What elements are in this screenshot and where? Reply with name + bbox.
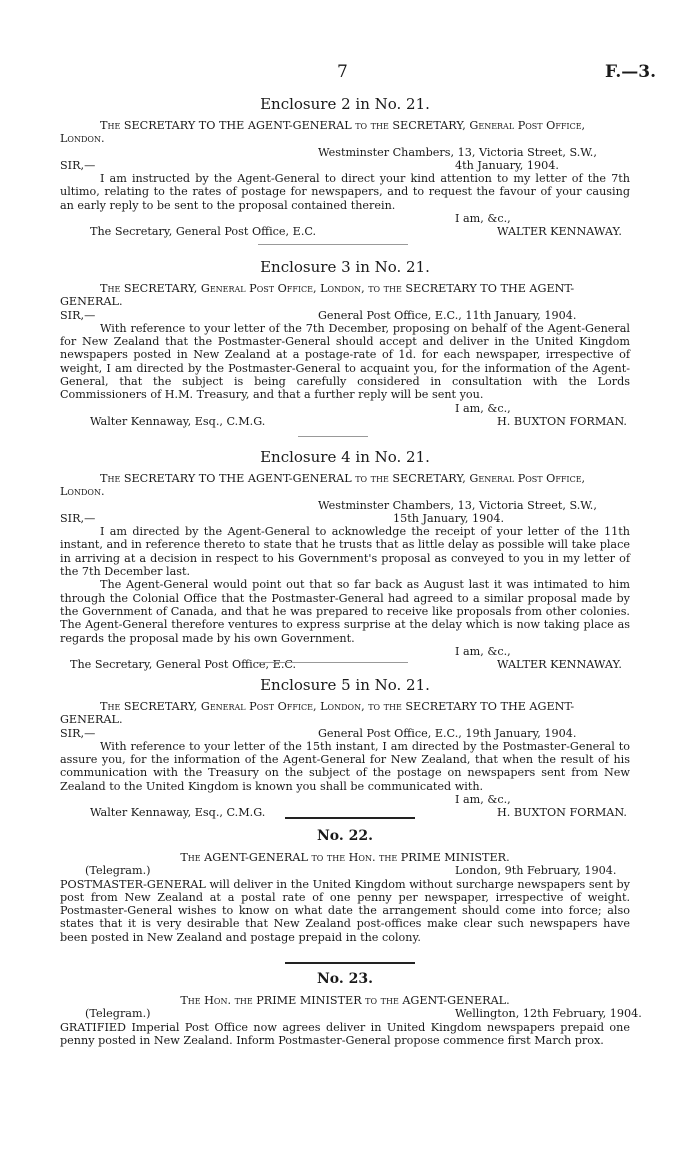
enclosure-4-section — [60, 448, 630, 671]
separator-rule — [298, 436, 368, 437]
addressee: The Secretary, General Post Office, E.C. — [90, 225, 317, 239]
letter-body: With reference to your letter of the 15th instant, I am directed by the Postmaster-General to assure you, for the information of the Agent-General for New Zealand, that when the result of his communication with the Treasury on the subject of the postage on newspapers sent from New Zealand to the United Kingdom is known you shall be communicated with. — [60, 739, 630, 793]
letter-body: I am instructed by the Agent-General to direct your kind attention to my letter of the 7th ultimo, relating to the rates of postage for newspapers, and to request the favour of your causing an early reply to be sent to the proposal contained therein. — [60, 172, 630, 212]
addressee: Walter Kennaway, Esq., C.M.G. — [90, 414, 266, 428]
letter-body: I am directed by the Agent-General to acknowledge the receipt of your letter of the 11th instant, and in reference thereto to state that he trusts that as little delay as possible will take place in arriving at a decision in respect to his Government's proposal as conveyed to you in my letter of the 7th December last. — [60, 525, 630, 579]
closing: I am, &c., — [455, 793, 511, 807]
no-23-section — [60, 970, 642, 1047]
section-from-line: The Hon. the PRIME MINISTER to the AGENT-GENERAL. — [180, 994, 510, 1007]
separator-rule — [258, 662, 408, 663]
section-title: Enclosure 5 in No. 21. — [260, 676, 430, 694]
separator-rule — [285, 817, 415, 819]
document-reference: F.—3. — [604, 62, 656, 82]
section-from-line: The AGENT-GENERAL to the Hon. the PRIME MINISTER. — [180, 851, 510, 864]
closing: I am, &c., — [455, 644, 511, 658]
letter-body: With reference to your letter of the 7th December, proposing on behalf of the Agent-General for New Zealand that the Postmaster-General should accept and deliver in the United Kingdom newspapers posted in New Zealand at a postage-rate of 1d. for each newspaper, irrespective of weight, I am directed by the Postmaster-General to acquaint you, for the information of the Agent-General, that the subject is being carefully considered in consultation with the Lords Commissioners of H.M. Treasury, and that a further reply will be sent you. — [60, 321, 630, 402]
telegram-label: (Telegram.) — [85, 1007, 151, 1021]
salutation: SIR,— — [60, 158, 96, 172]
address-line: Westminster Chambers, 13, Victoria Street, S.W., — [318, 498, 597, 512]
telegram-label: (Telegram.) — [85, 864, 151, 878]
section-from-line: The SECRETARY TO THE AGENT-GENERAL to the SECRETARY, General Post Office, London. — [60, 472, 586, 499]
salutation: SIR,— — [60, 511, 96, 525]
separator-rule — [285, 962, 415, 964]
section-from-line: The SECRETARY TO THE AGENT-GENERAL to the SECRETARY, General Post Office, London. — [60, 119, 586, 146]
telegram-body: GRATIFIED Imperial Post Office now agrees deliver in United Kingdom newspapers prepaid one penny posted in New Zealand. Inform Postmaster-General propose commence first March prox. — [60, 1020, 630, 1047]
letter-date: 15th January, 1904. — [393, 511, 505, 525]
page-number: 7 — [337, 62, 348, 82]
letter-address-date: General Post Office, E.C., 19th January, 1904. — [318, 726, 577, 740]
enclosure-2-section — [60, 95, 630, 239]
section-title: Enclosure 3 in No. 21. — [260, 258, 430, 276]
section-title: Enclosure 2 in No. 21. — [260, 95, 430, 113]
signature: H. BUXTON FORMAN. — [497, 806, 627, 820]
letter-address-date: General Post Office, E.C., 11th January, 1904. — [318, 308, 577, 322]
enclosure-5-section — [60, 676, 630, 820]
letter-address-date: Wellington, 12th February, 1904. — [455, 1007, 642, 1021]
addressee: Walter Kennaway, Esq., C.M.G. — [90, 806, 266, 820]
closing: I am, &c., — [455, 212, 511, 226]
letter-address-date: London, 9th February, 1904. — [455, 864, 617, 878]
letter-body-2: The Agent-General would point out that so far back as August last it was intimated to him through the Colonial Office that the Postmaster-General had agreed to a similar proposal made by the Government of Canada, and that he was prepared to receive like proposals from other colonies. The Agent-General therefore ventures to express surprise at the delay which is now taking place as regards the proposal made by his own Government. — [60, 578, 630, 645]
addressee: The Secretary, General Post Office, E.C. — [70, 658, 297, 672]
section-from-line: The SECRETARY, General Post Office, London, to the SECRETARY TO THE AGENT-GENERAL. — [60, 282, 575, 309]
page-header — [0, 62, 700, 82]
address-line: Westminster Chambers, 13, Victoria Street, S.W., — [318, 145, 597, 159]
section-title: No. 23. — [317, 971, 373, 987]
section-title: No. 22. — [317, 828, 373, 844]
salutation: SIR,— — [60, 308, 96, 322]
letter-date: 4th January, 1904. — [455, 158, 559, 172]
closing: I am, &c., — [455, 401, 511, 415]
signature: WALTER KENNAWAY. — [497, 225, 622, 239]
signature: WALTER KENNAWAY. — [497, 658, 622, 672]
signature: H. BUXTON FORMAN. — [497, 414, 627, 428]
enclosure-3-section — [60, 258, 630, 428]
section-from-line: The SECRETARY, General Post Office, London, to the SECRETARY TO THE AGENT-GENERAL. — [60, 700, 575, 727]
separator-rule — [258, 244, 408, 245]
salutation: SIR,— — [60, 726, 96, 740]
section-title: Enclosure 4 in No. 21. — [260, 448, 430, 466]
no-22-section — [60, 827, 630, 944]
telegram-body: POSTMASTER-GENERAL will deliver in the United Kingdom without surcharge newspapers sent by post from New Zealand at a postal rate of one penny per newspaper, irrespective of weight. Postmaster-General wishes to know on what date the arrangement should come into force; also states that it is very desirable that New Zealand post-offices make clear such newspapers have been posted in New Zealand and postage prepaid in the colony. — [60, 877, 630, 944]
